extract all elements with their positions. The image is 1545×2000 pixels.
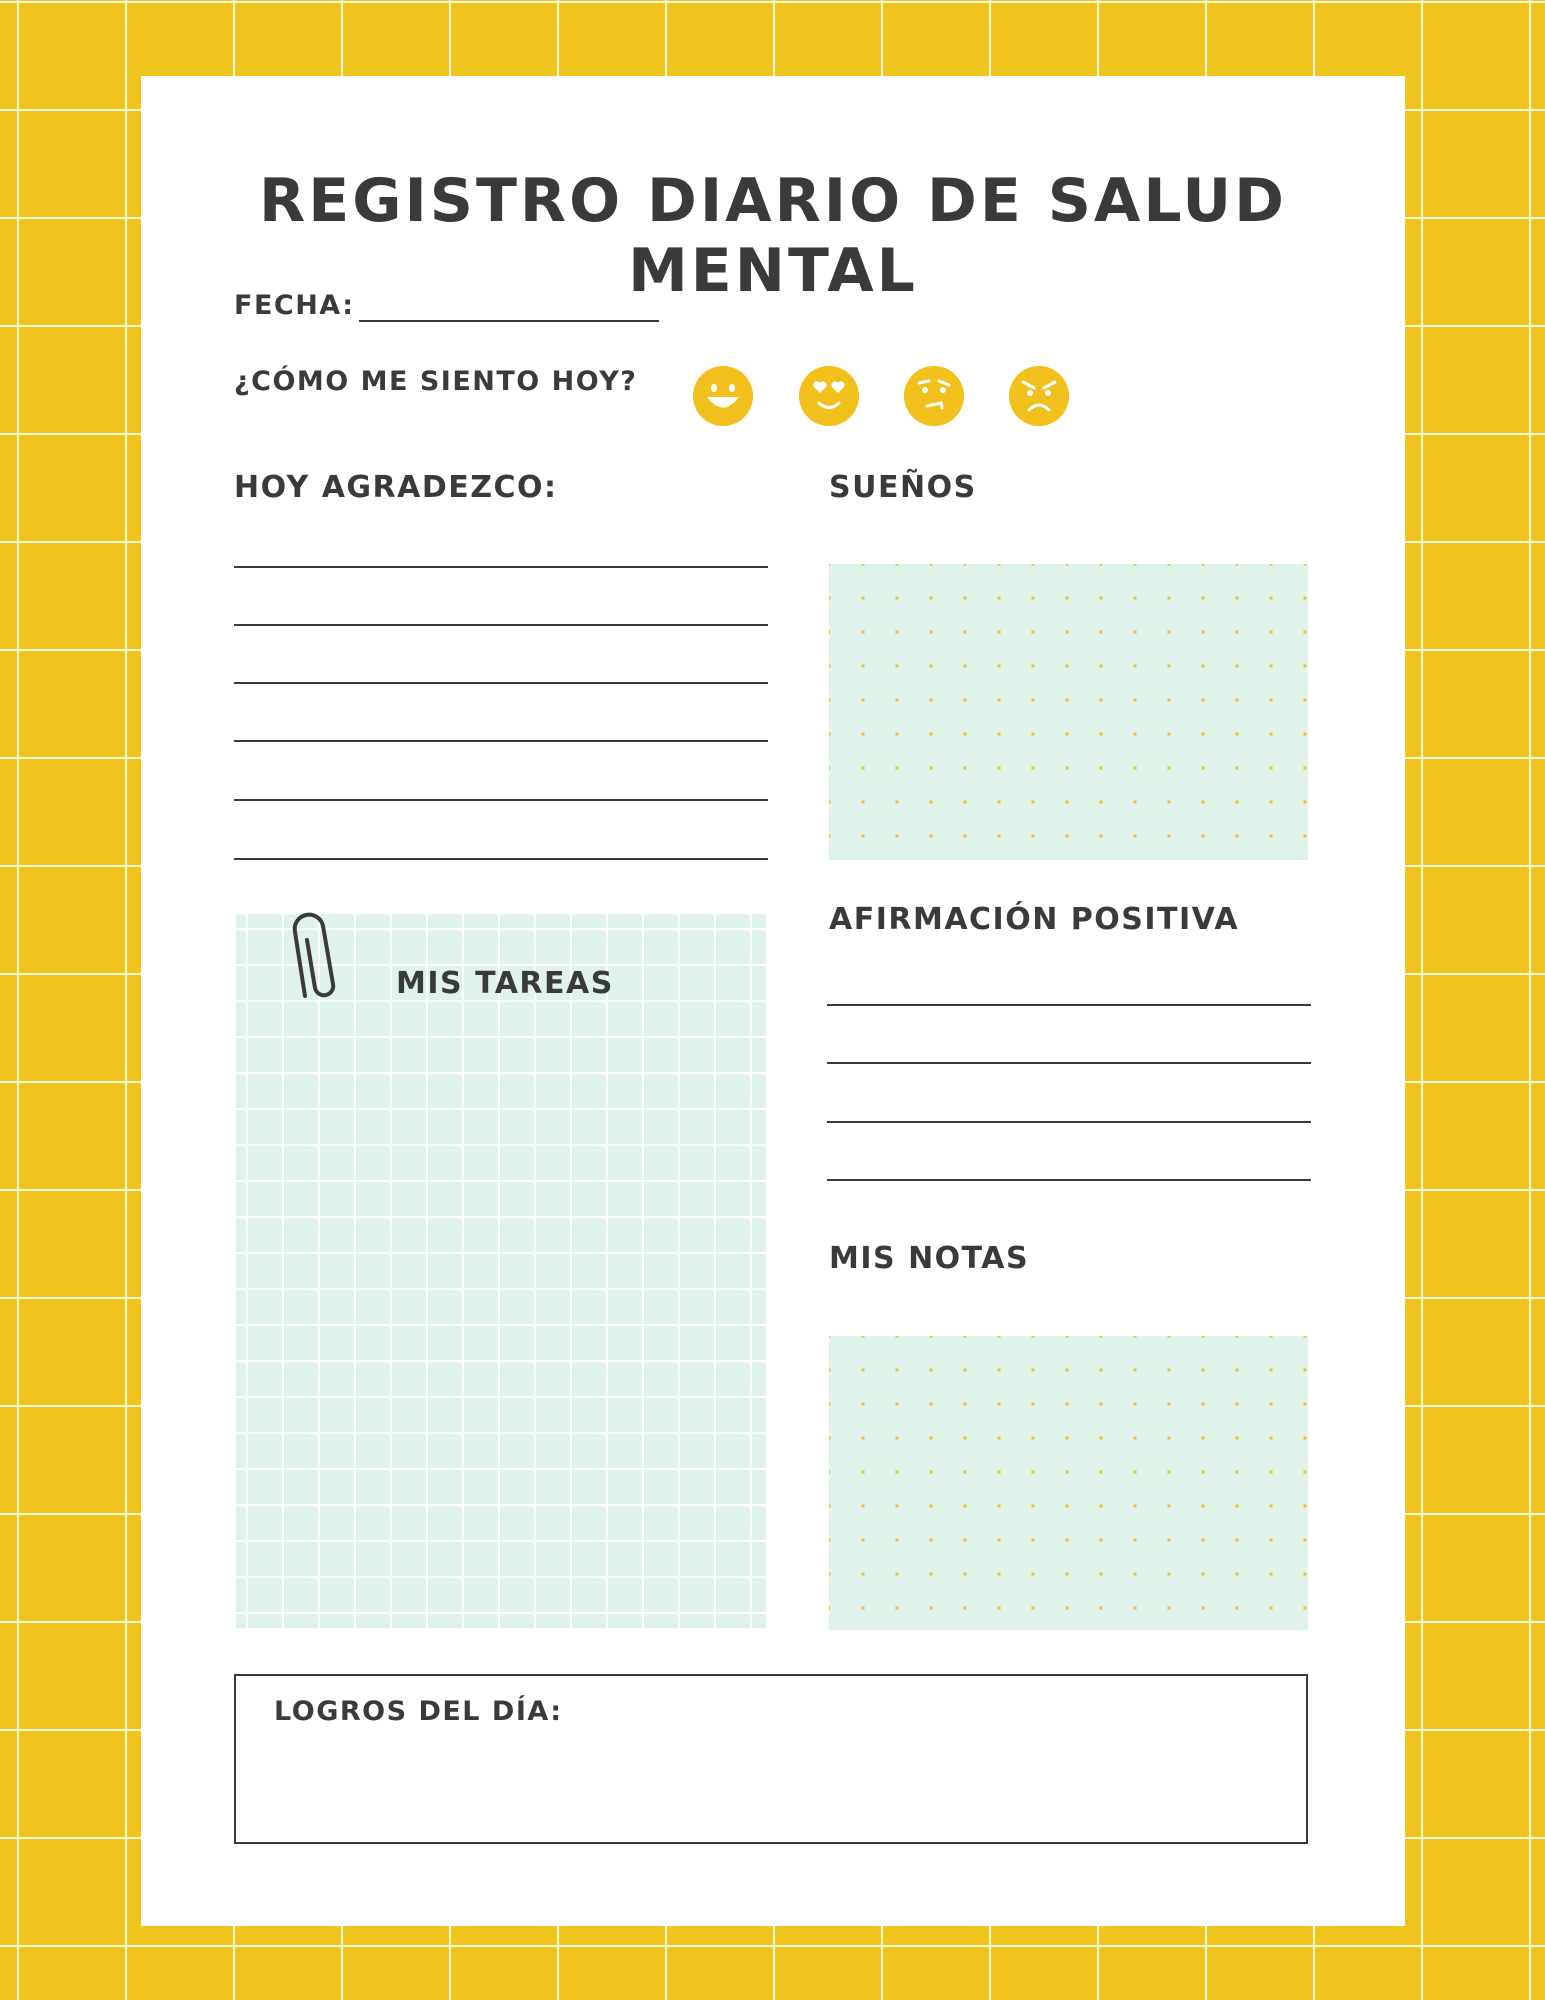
notes-box[interactable]	[829, 1336, 1308, 1630]
affirmation-line[interactable]	[827, 1121, 1311, 1123]
date-field[interactable]	[359, 320, 659, 322]
gratitude-line[interactable]	[234, 799, 768, 801]
tasks-grid[interactable]	[236, 914, 766, 1628]
gratitude-line[interactable]	[234, 682, 768, 684]
thinking-face-icon[interactable]	[904, 366, 964, 426]
love-face-icon[interactable]	[799, 366, 859, 426]
affirmation-label: AFIRMACIÓN POSITIVA	[829, 902, 1240, 937]
page-title: REGISTRO DIARIO DE SALUD MENTAL	[259, 166, 1287, 306]
achievements-label: LOGROS DEL DÍA:	[274, 1696, 563, 1727]
mood-label: ¿CÓMO ME SIENTO HOY?	[234, 366, 638, 397]
dreams-box[interactable]	[829, 564, 1308, 860]
gratitude-label: HOY AGRADEZCO:	[234, 470, 558, 505]
angry-face-icon[interactable]	[1009, 366, 1069, 426]
gratitude-line[interactable]	[234, 566, 768, 568]
paperclip-icon	[283, 904, 339, 1002]
gratitude-line[interactable]	[234, 740, 768, 742]
tasks-label: MIS TAREAS	[396, 966, 614, 1001]
affirmation-line[interactable]	[827, 1062, 1311, 1064]
affirmation-line[interactable]	[827, 1004, 1311, 1006]
gratitude-line[interactable]	[234, 858, 768, 860]
gratitude-line[interactable]	[234, 624, 768, 626]
affirmation-line[interactable]	[827, 1179, 1311, 1181]
date-label: FECHA:	[234, 290, 355, 321]
journal-page	[141, 76, 1405, 1926]
notes-label: MIS NOTAS	[829, 1241, 1030, 1276]
dreams-label: SUEÑOS	[829, 470, 977, 505]
happy-face-icon[interactable]	[693, 366, 753, 426]
